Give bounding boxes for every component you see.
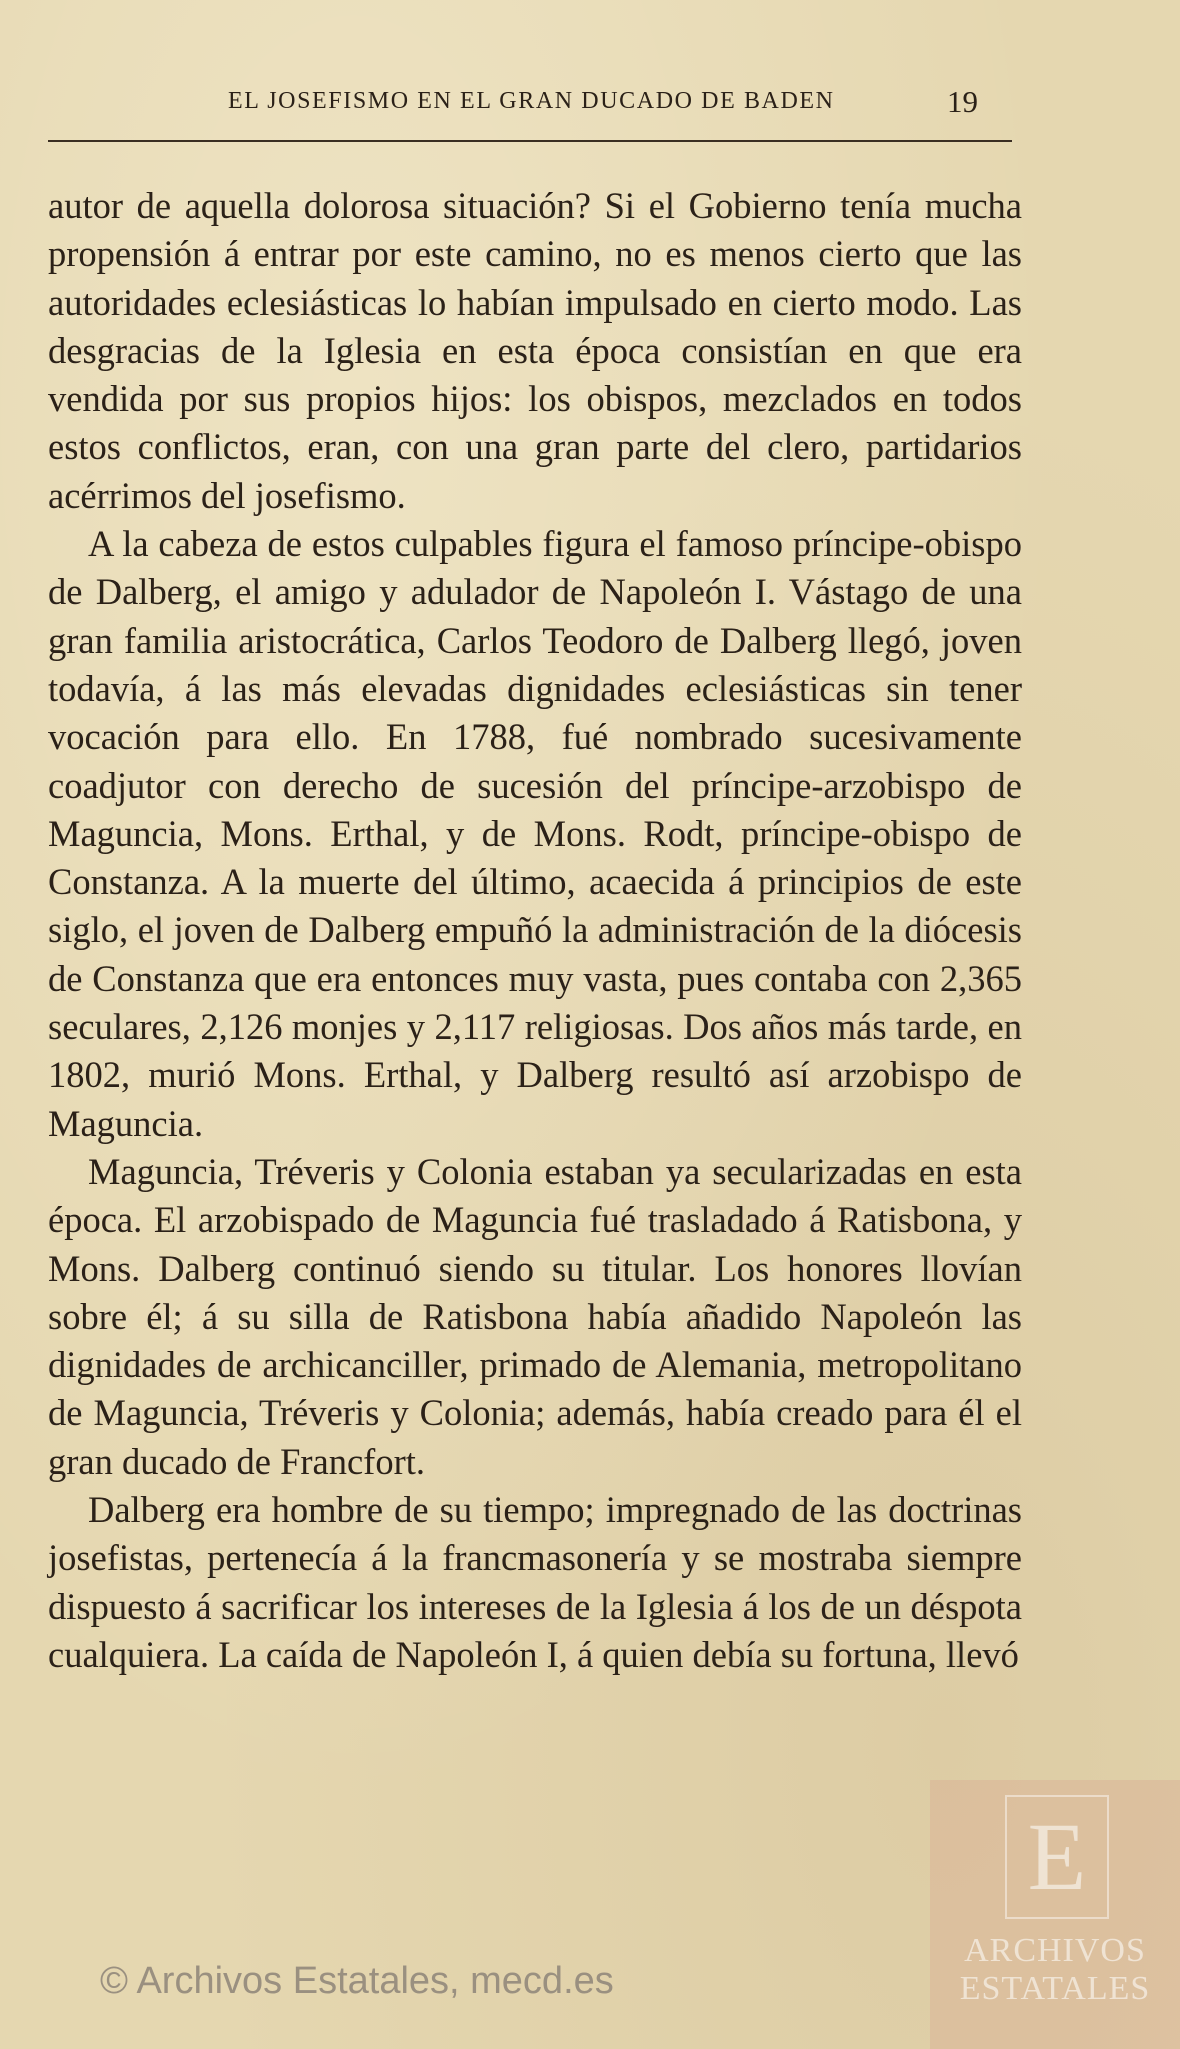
page-number: 19 — [947, 84, 978, 119]
logo-text-estatales: ESTATALES — [959, 1970, 1151, 2007]
paragraph-4: Dalberg era hombre de su tiempo; impregnado de las doctrinas josefistas, pertenecía á la francmasonería y se mostraba siempre dispuesto á sacrificar los intereses de la Iglesia á los de un déspota cualquiera. La caída de Napoleón I, á quien debía su fortuna, llevó — [48, 1489, 1022, 1675]
paragraph-1: autor de aquella dolorosa situación? Si el Gobierno tenía mucha propensión á entrar por este camino, no es menos cierto que las autoridades eclesiásticas lo habían impulsado en cierto modo. Las desgracias de la Iglesia en esta época consistían en que era vendida por sus propios hijos: los obispos, mezclados en todos estos conflictos, eran, con una gran parte del clero, partidarios acérrimos del josefismo. — [48, 185, 1022, 516]
logo-text-archivos: ARCHIVOS — [964, 1932, 1146, 1969]
copyright-watermark: © Archivos Estatales, mecd.es — [100, 1960, 614, 2002]
archivos-estatales-logo — [930, 1780, 1180, 2049]
logo-letter: E — [1005, 1795, 1109, 1919]
running-title: EL JOSEFISMO EN EL GRAN DUCADO DE BADEN — [228, 88, 835, 114]
body-text — [48, 182, 1022, 1679]
running-head — [48, 80, 1012, 142]
paragraph-3: Maguncia, Tréveris y Colonia estaban ya secularizadas en esta época. El arzobispado de Maguncia fué trasladado á Ratisbona, y Mons. Dalberg continuó siendo su titular. Los honores llovían sobre él; á su silla de Ratisbona había añadido Napoleón las dignidades de archicanciller, primado de Alemania, metropolitano de Maguncia, Tréveris y Colonia; además, había creado para él el gran ducado de Francfort. — [48, 1150, 1022, 1482]
paragraph-2: A la cabeza de estos culpables figura el famoso príncipe-obispo de Dalberg, el amigo y adulador de Napoleón I. Vástago de una gran familia aristocrática, Carlos Teodoro de Dalberg llegó, joven todavía, á las más elevadas dignidades eclesiásticas sin tener vocación para ello. En 1788, fué nombrado sucesivamente coadjutor con derecho de sucesión del príncipe-arzobispo de Maguncia, Mons. Erthal, y de Mons. Rodt, príncipe-obispo de Constanza. A la muerte del último, acaecida á principios de este siglo, el joven de Dalberg empuñó la administración de la diócesis de Constanza que era entonces muy vasta, pues contaba con 2,365 seculares, 2,126 monjes y 2,117 religiosas. Dos años más tarde, en 1802, murió Mons. Erthal, y Dalberg resultó así arzobispo de Maguncia. — [48, 523, 1022, 1144]
